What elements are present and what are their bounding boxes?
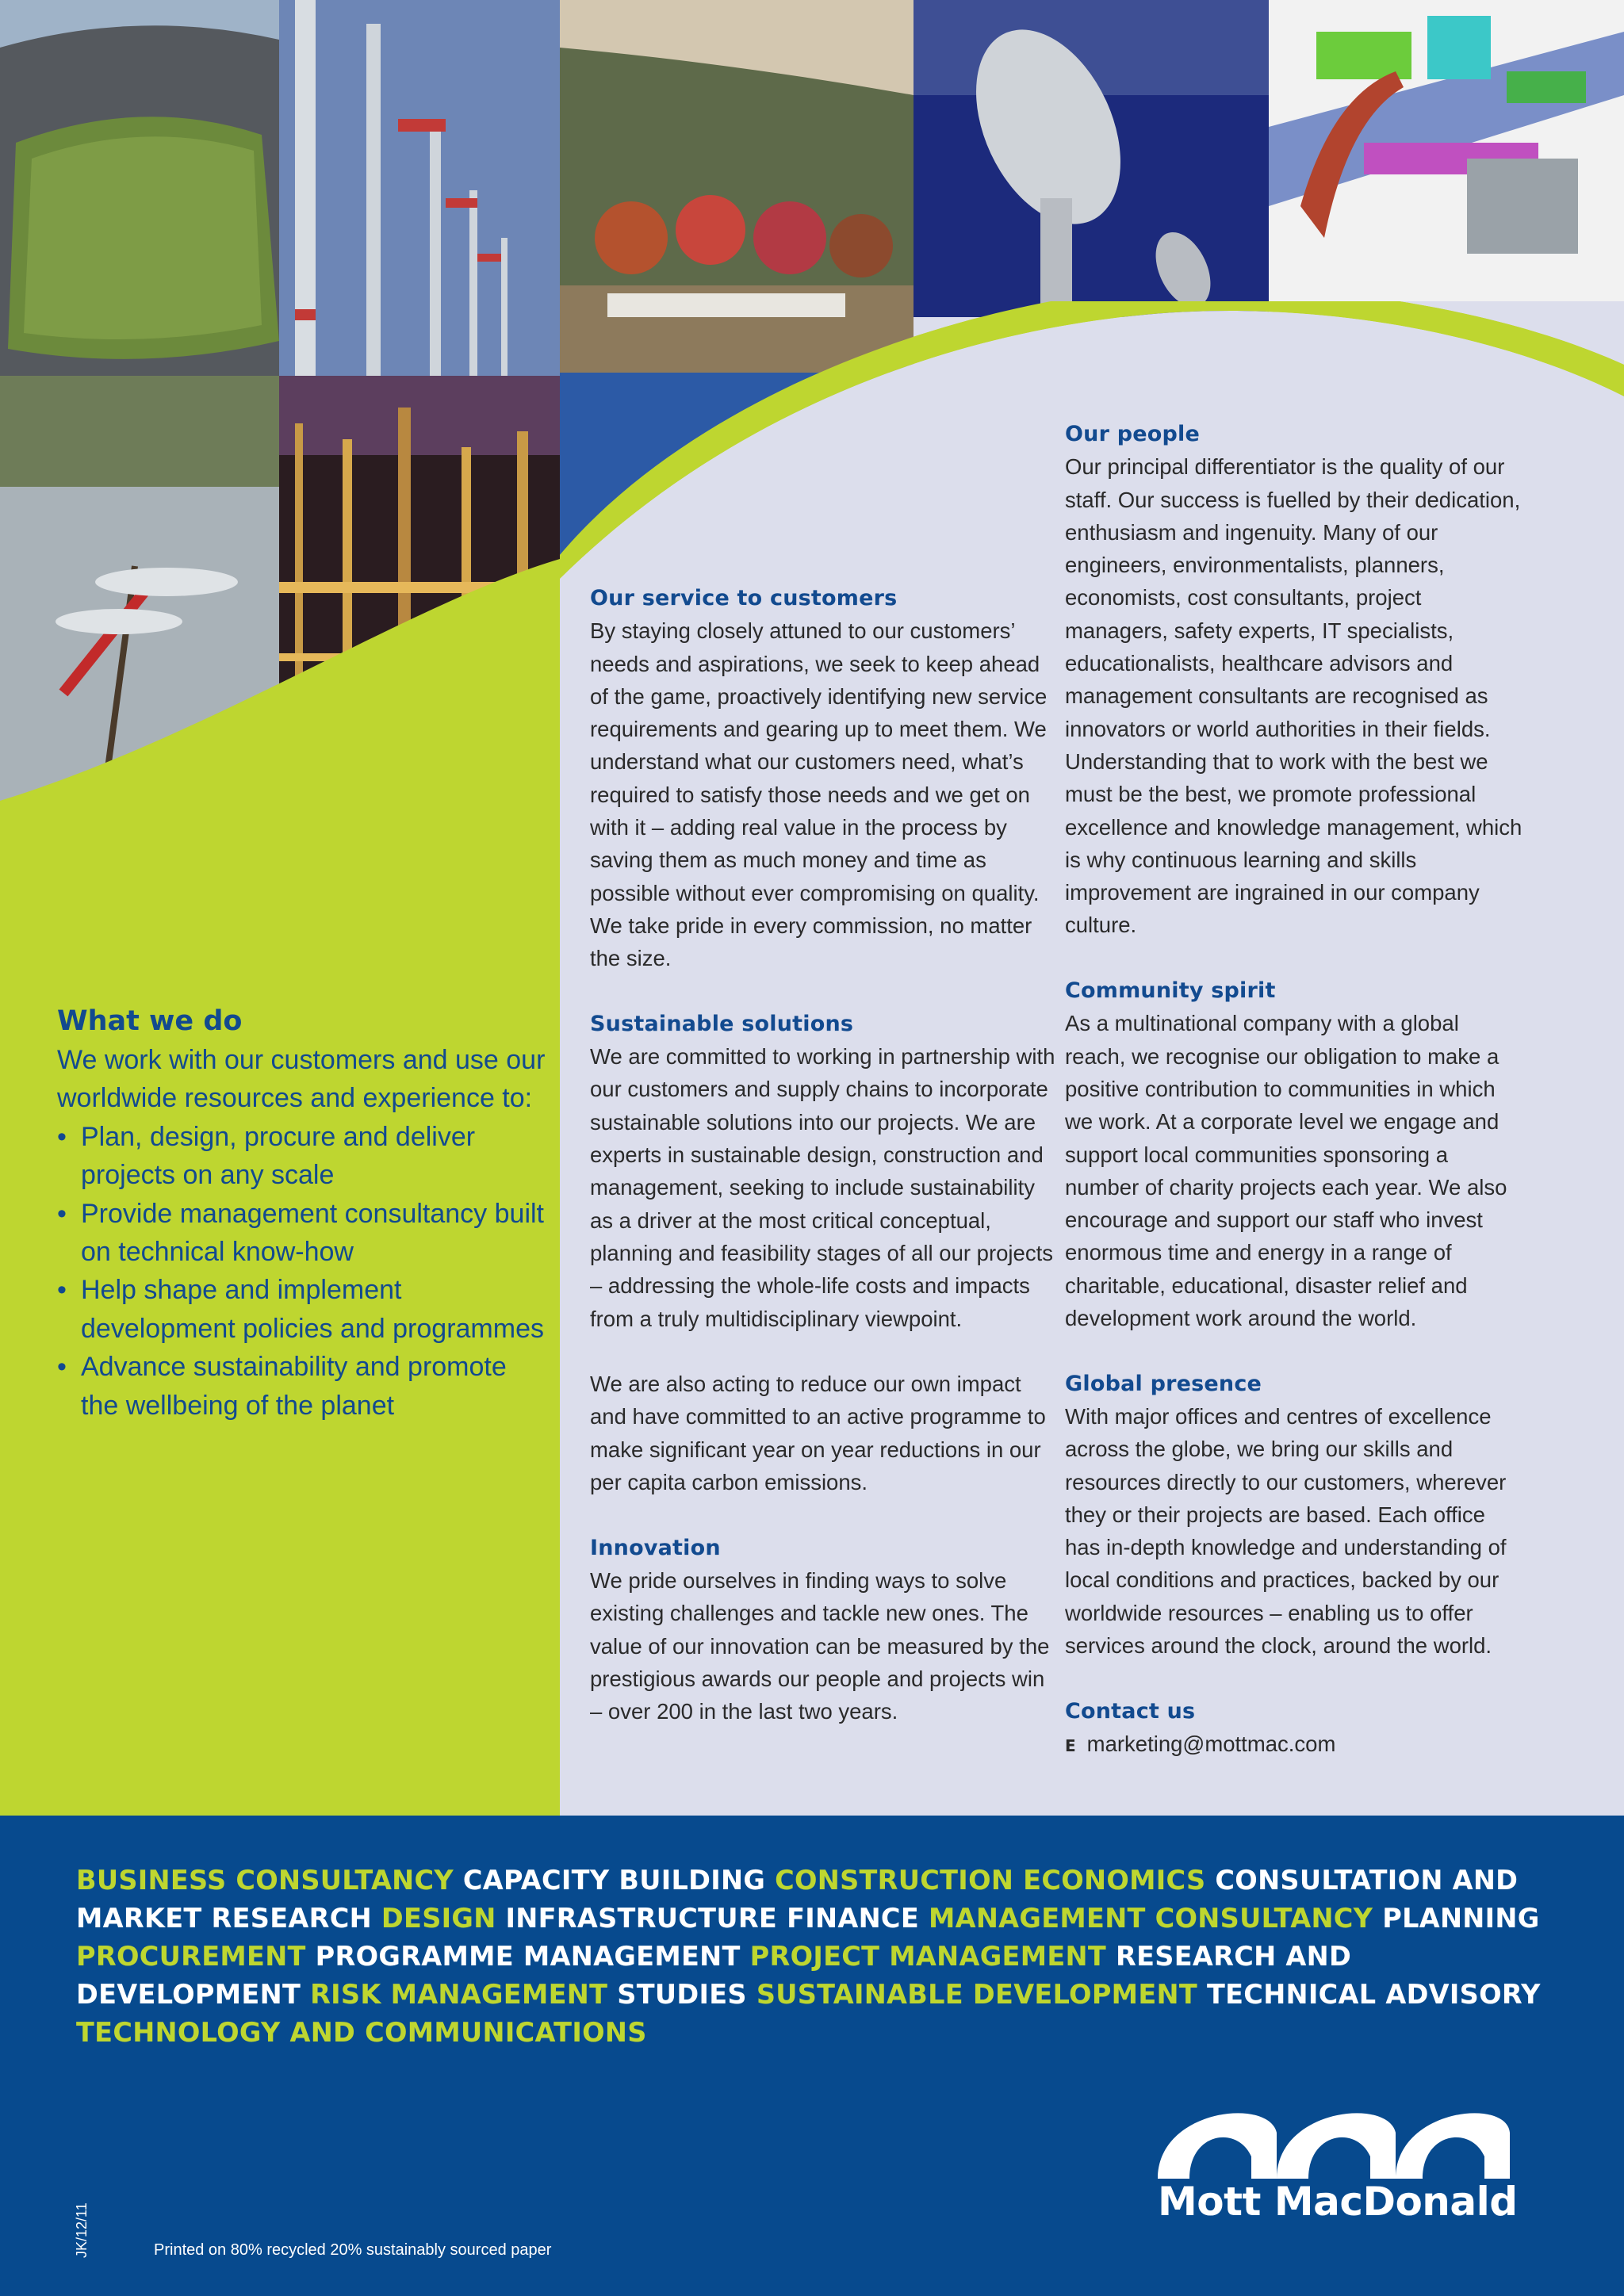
what-we-do-title: What we do [57, 1005, 243, 1037]
global-body: With major offices and centres of excellence across the globe, we bring our skills and resources directly to our customers, wherever they or their projects are based. Each office has in-depth knowledge and understanding of local conditions and practices, backed by our worldwide resources – enabling us to offer services around the clock, around the world. [1065, 1403, 1507, 1658]
sustainable-body: We are committed to working in partnership with our customers and supply chains to incorporate sustainable solutions into our projects. We are experts in sustainable design, construction and management, seeking to include sustainability as a driver at the most critical conceptual, planning and feasibility stages of all our projects – addressing the whole-life costs and impacts from a truly multidisciplinary viewpoint. [590, 1044, 1055, 1331]
service-term: CONSTRUCTION ECONOMICS [775, 1865, 1206, 1896]
service-term: RESEARCH AND DEVELOPMENT [76, 1941, 1352, 2010]
list-item: • Provide management consultancy built on technical know-how [57, 1195, 549, 1272]
service-term: TECHNICAL ADVISORY [1206, 1979, 1541, 2010]
service-term: PROGRAMME MANAGEMENT [315, 1941, 741, 1972]
contact-email-link[interactable]: marketing@mottmac.com [1086, 1731, 1336, 1756]
logo-wordmark: Mott MacDonald [1158, 2179, 1518, 2225]
email-label: E [1065, 1735, 1076, 1755]
people-body: Our principal differentiator is the quality of our staff. Our success is fuelled by their dedication, enthusiasm and ingenuity. Many of our engineers, environmentalists, planners, economists, cost consultants, project managers, safety experts, IT specialists, educationalists, healthcare advisors and management consultants are recognised as innovators or world authorities in their fields. Understanding that to work with the best we must be the best, we promote professional excellence and knowledge management, which is why continuous learning and skills improvement are ingrained in our company culture. [1065, 454, 1522, 938]
service-term: PLANNING [1382, 1903, 1540, 1934]
service-term: BUSINESS CONSULTANCY [76, 1865, 454, 1896]
contact-heading: Contact us [1065, 1698, 1196, 1724]
mott-macdonald-arches-logo [1158, 2101, 1510, 2179]
service-term: MANAGEMENT CONSULTANCY [928, 1903, 1373, 1934]
service-term: PROCUREMENT [76, 1941, 306, 1972]
middle-column [590, 582, 1058, 1728]
list-item: • Help shape and implement development policies and programmes [57, 1271, 549, 1348]
satellite-dish-photo [914, 0, 1269, 317]
innovation-body: We pride ourselves in finding ways to solve existing challenges and tackle new ones. The value of our innovation can be measured by the prestigious awards our people and projects win – over 200 in the last two years. [590, 1567, 1050, 1724]
sustainable-heading: Sustainable solutions [590, 1011, 854, 1036]
service-term: CONSULTATION AND MARKET RESEARCH [76, 1865, 1519, 1934]
sustainable-body-2: We are also acting to reduce our own impact and have committed to an active programme to make significant year on year reductions in our per capita carbon emissions. [590, 1372, 1046, 1495]
service-term: TECHNOLOGY AND COMMUNICATIONS [76, 2017, 647, 2048]
print-code: JK/12/11 [74, 2202, 90, 2258]
community-body: As a multinational company with a global reach, we recognise our obligation to make a positive contribution to communities in which we work. At a corporate level we engage and support local communities sponsoring a number of charity projects each year. We also encourage and support our staff who invest enormous time and energy in a range of charitable, educational, disaster relief and development work around the world. [1065, 1011, 1507, 1331]
service-heading: Our service to customers [590, 586, 898, 610]
what-we-do-list [57, 1118, 549, 1425]
service-term: PROJECT MANAGEMENT [749, 1941, 1107, 1972]
cad-model-photo [1269, 0, 1624, 301]
service-term: RISK MANAGEMENT [310, 1979, 608, 2010]
service-term: CAPACITY BUILDING [462, 1865, 766, 1896]
service-term: SUSTAINABLE DEVELOPMENT [756, 1979, 1197, 2010]
services-list [76, 1862, 1583, 2052]
what-we-do-intro: We work with our customers and use our worldwide resources and experience to: [57, 1045, 546, 1114]
global-heading: Global presence [1065, 1371, 1262, 1396]
list-item: • Advance sustainability and promote the wellbeing of the planet [57, 1348, 549, 1425]
service-body: By staying closely attuned to our customers’ needs and aspirations, we seek to keep ahead of the game, proactively identifying new service requirements and gearing up to meet them. We understand what our customers need, what’s required to satisfy those needs and we get on with it – adding real value in the process by saving them as much money and time as possible without ever compromising on quality. We take pride in every commission, no matter the size. [590, 618, 1048, 971]
right-column [1065, 418, 1525, 1762]
service-term: STUDIES [617, 1979, 747, 2010]
community-heading: Community spirit [1065, 978, 1276, 1004]
contact-email-row [1065, 1728, 1525, 1762]
service-term: INFRASTRUCTURE FINANCE [505, 1903, 919, 1934]
mott-macdonald-logo [1158, 2101, 1518, 2228]
list-item: • Plan, design, procure and deliver projects on any scale [57, 1118, 549, 1195]
people-heading: Our people [1065, 422, 1200, 446]
paper-note: Printed on 80% recycled 20% sustainably sourced paper [154, 2241, 552, 2259]
innovation-heading: Innovation [590, 1535, 721, 1560]
what-we-do-section [57, 1001, 549, 1425]
service-term: DESIGN [381, 1903, 496, 1934]
